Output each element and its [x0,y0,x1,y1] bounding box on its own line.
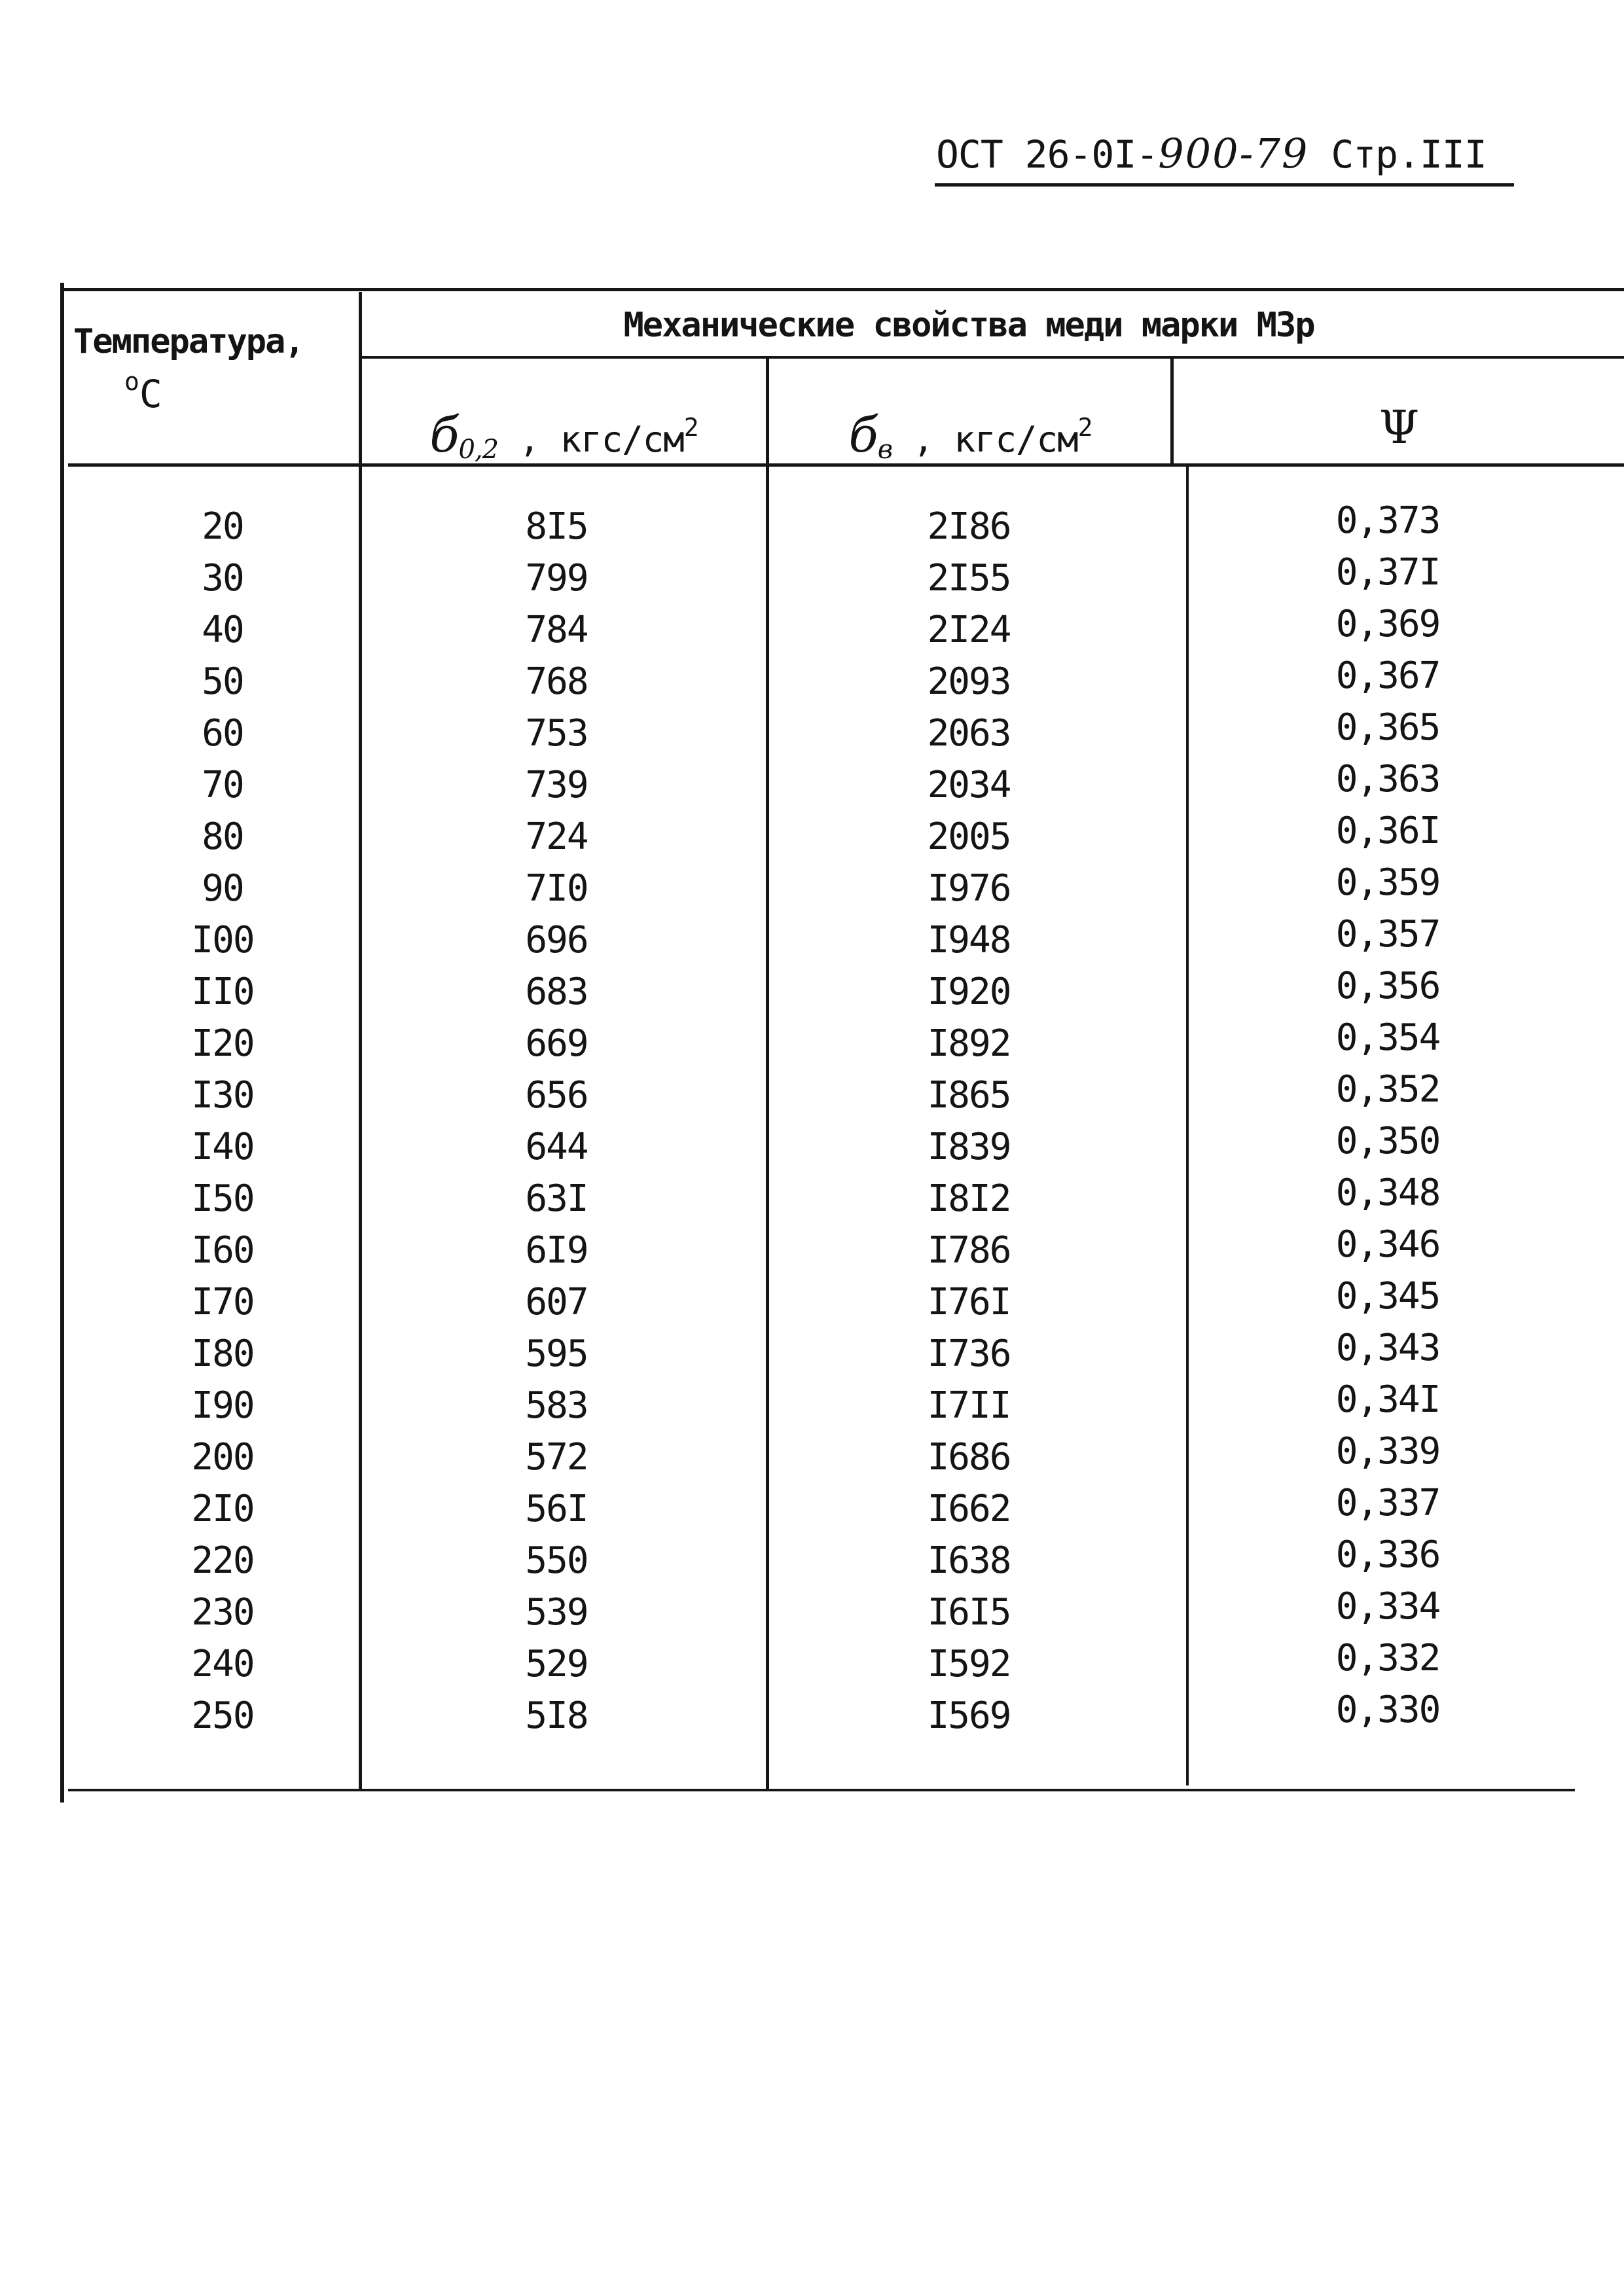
psi-cell: 0,357 [1335,913,1440,956]
yield-strength-cell: 644 [525,1126,588,1168]
yield-strength-cell: 656 [525,1074,588,1117]
yield-strength-cell: 550 [525,1539,588,1582]
temperature-cell: I30 [191,1074,254,1117]
page-label: Стр.III [1331,132,1487,177]
standard-number: 900-79 [1158,130,1309,177]
temperature-cell: I70 [191,1281,254,1323]
psi-cell: 0,359 [1335,861,1440,904]
unit-label: кгс/см [560,419,684,460]
yield-strength-cell: 595 [525,1333,588,1375]
sigma-symbol: б [848,407,878,463]
tensile-strength-cell: I686 [927,1436,1011,1479]
tensile-strength-cell: 2I24 [927,609,1011,651]
yield-strength-cell: 768 [525,660,588,703]
tensile-strength-cell: I976 [927,867,1011,910]
yield-strength-cell: 583 [525,1384,588,1427]
column-divider-3 [1186,463,1189,1785]
psi-cell: 0,369 [1335,603,1440,645]
temperature-cell: 230 [191,1591,254,1634]
psi-symbol: Ψ [1379,401,1419,454]
psi-cell: 0,356 [1335,965,1440,1007]
psi-cell: 0,363 [1335,758,1440,800]
psi-cell: 0,346 [1335,1223,1440,1266]
tensile-strength-cell: I865 [927,1074,1011,1117]
tensile-strength-cell: I6I5 [927,1591,1011,1634]
yield-strength-cell: 539 [525,1591,588,1634]
temperature-unit: $^о$С [124,367,162,416]
psi-cell: 0,365 [1335,706,1440,749]
psi-cell: 0,367 [1335,655,1440,697]
unit-power: 2 [683,413,698,442]
tensile-strength-cell: I736 [927,1333,1011,1375]
tensile-strength-cell: I892 [927,1022,1011,1065]
psi-cell: 0,36I [1335,810,1440,852]
psi-cell: 0,332 [1335,1637,1440,1679]
yield-strength-cell: 63I [525,1177,588,1220]
temperature-cell: 70 [202,764,244,806]
temperature-cell: 200 [191,1436,254,1479]
psi-cell: 0,334 [1335,1585,1440,1628]
tensile-strength-header [769,391,1172,463]
tensile-strength-cell: 2034 [927,764,1011,806]
temperature-cell: 80 [202,816,244,858]
yield-strength-cell: 724 [525,816,588,858]
yield-strength-cell: 607 [525,1281,588,1323]
temperature-cell: 60 [202,712,244,755]
yield-strength-cell: 696 [525,919,588,961]
sigma-subscript: 0,2 [458,435,499,465]
yield-strength-cell: 5I8 [525,1695,588,1737]
unit-label: кгс/см [954,419,1078,460]
psi-cell: 0,373 [1335,499,1440,542]
tensile-strength-cell: I948 [927,919,1011,961]
tensile-strength-cell: I638 [927,1539,1011,1582]
tensile-strength-cell: 2I55 [927,557,1011,600]
tensile-strength-cell: I920 [927,971,1011,1013]
temperature-cell: 250 [191,1695,254,1737]
psi-cell: 0,343 [1335,1327,1440,1369]
psi-header [1174,391,1624,463]
psi-cell: 0,345 [1335,1275,1440,1318]
sigma-symbol: б [429,407,459,463]
tensile-strength-cell: I592 [927,1643,1011,1685]
yield-strength-cell: 784 [525,609,588,651]
yield-strength-column [458,501,655,1742]
psi-cell: 0,339 [1335,1430,1440,1473]
yield-strength-cell: 6I9 [525,1229,588,1272]
tensile-strength-cell: I839 [927,1126,1011,1168]
temperature-cell: 220 [191,1539,254,1582]
unit-power: 2 [1077,413,1092,442]
column-divider-1 [359,292,362,1791]
psi-cell: 0,348 [1335,1172,1440,1214]
temperature-header: Температура, [73,322,304,361]
standard-prefix: ОСТ 26-0I- [936,132,1159,177]
yield-strength-cell: 669 [525,1022,588,1065]
table-bottom-border [68,1789,1575,1791]
tensile-strength-cell: I786 [927,1229,1011,1272]
temperature-cell: 20 [202,505,244,548]
temperature-cell: 2I0 [191,1488,254,1530]
psi-cell: 0,37I [1335,551,1440,594]
tensile-strength-cell: I7II [927,1384,1011,1427]
temperature-cell: I50 [191,1177,254,1220]
temperature-cell: I60 [191,1229,254,1272]
temperature-cell: I90 [191,1384,254,1427]
temperature-cell: 40 [202,609,244,651]
psi-column [1270,495,1506,1736]
temperature-cell: 90 [202,867,244,910]
temperature-cell: I80 [191,1333,254,1375]
header-bottom-border [68,463,1624,467]
column-divider-2 [766,357,769,1791]
degree-mark: о [124,367,139,396]
yield-strength-cell: 572 [525,1436,588,1479]
separator: , [892,419,933,460]
psi-cell: 0,354 [1335,1016,1440,1059]
tensile-strength-cell: I76I [927,1281,1011,1323]
group-header-divider [359,356,1624,359]
psi-cell: 0,352 [1335,1068,1440,1111]
yield-strength-cell: 683 [525,971,588,1013]
temperature-cell: I20 [191,1022,254,1065]
temperature-column [131,501,314,1742]
tensile-strength-column [871,501,1067,1742]
temperature-cell: 50 [202,660,244,703]
group-header-title: Механические свойства меди марки МЗр [623,306,1314,345]
tensile-strength-cell: 2093 [927,660,1011,703]
temperature-cell: 240 [191,1643,254,1685]
separator: , [498,419,540,460]
yield-strength-cell: 56I [525,1488,588,1530]
yield-strength-cell: 753 [525,712,588,755]
sigma-subscript: в [877,435,892,465]
tensile-strength-cell: 2005 [927,816,1011,858]
yield-strength-cell: 739 [525,764,588,806]
psi-cell: 0,34I [1335,1378,1440,1421]
yield-strength-header [362,391,766,463]
psi-cell: 0,350 [1335,1120,1440,1162]
yield-strength-cell: 529 [525,1643,588,1685]
temperature-cell: I40 [191,1126,254,1168]
psi-cell: 0,337 [1335,1482,1440,1524]
tensile-strength-cell: 2063 [927,712,1011,755]
temperature-cell: I00 [191,919,254,961]
yield-strength-cell: 7I0 [525,867,588,910]
psi-cell: 0,330 [1335,1689,1440,1731]
temperature-cell: II0 [191,971,254,1013]
table-top-border [63,288,1624,291]
yield-strength-cell: 8I5 [525,505,588,548]
tensile-strength-cell: 2I86 [927,505,1011,548]
psi-cell: 0,336 [1335,1534,1440,1576]
tensile-strength-cell: I662 [927,1488,1011,1530]
table-left-border [60,283,64,1803]
temperature-cell: 30 [202,557,244,600]
yield-strength-cell: 799 [525,557,588,600]
tensile-strength-cell: I8I2 [927,1177,1011,1220]
tensile-strength-cell: I569 [927,1695,1011,1737]
